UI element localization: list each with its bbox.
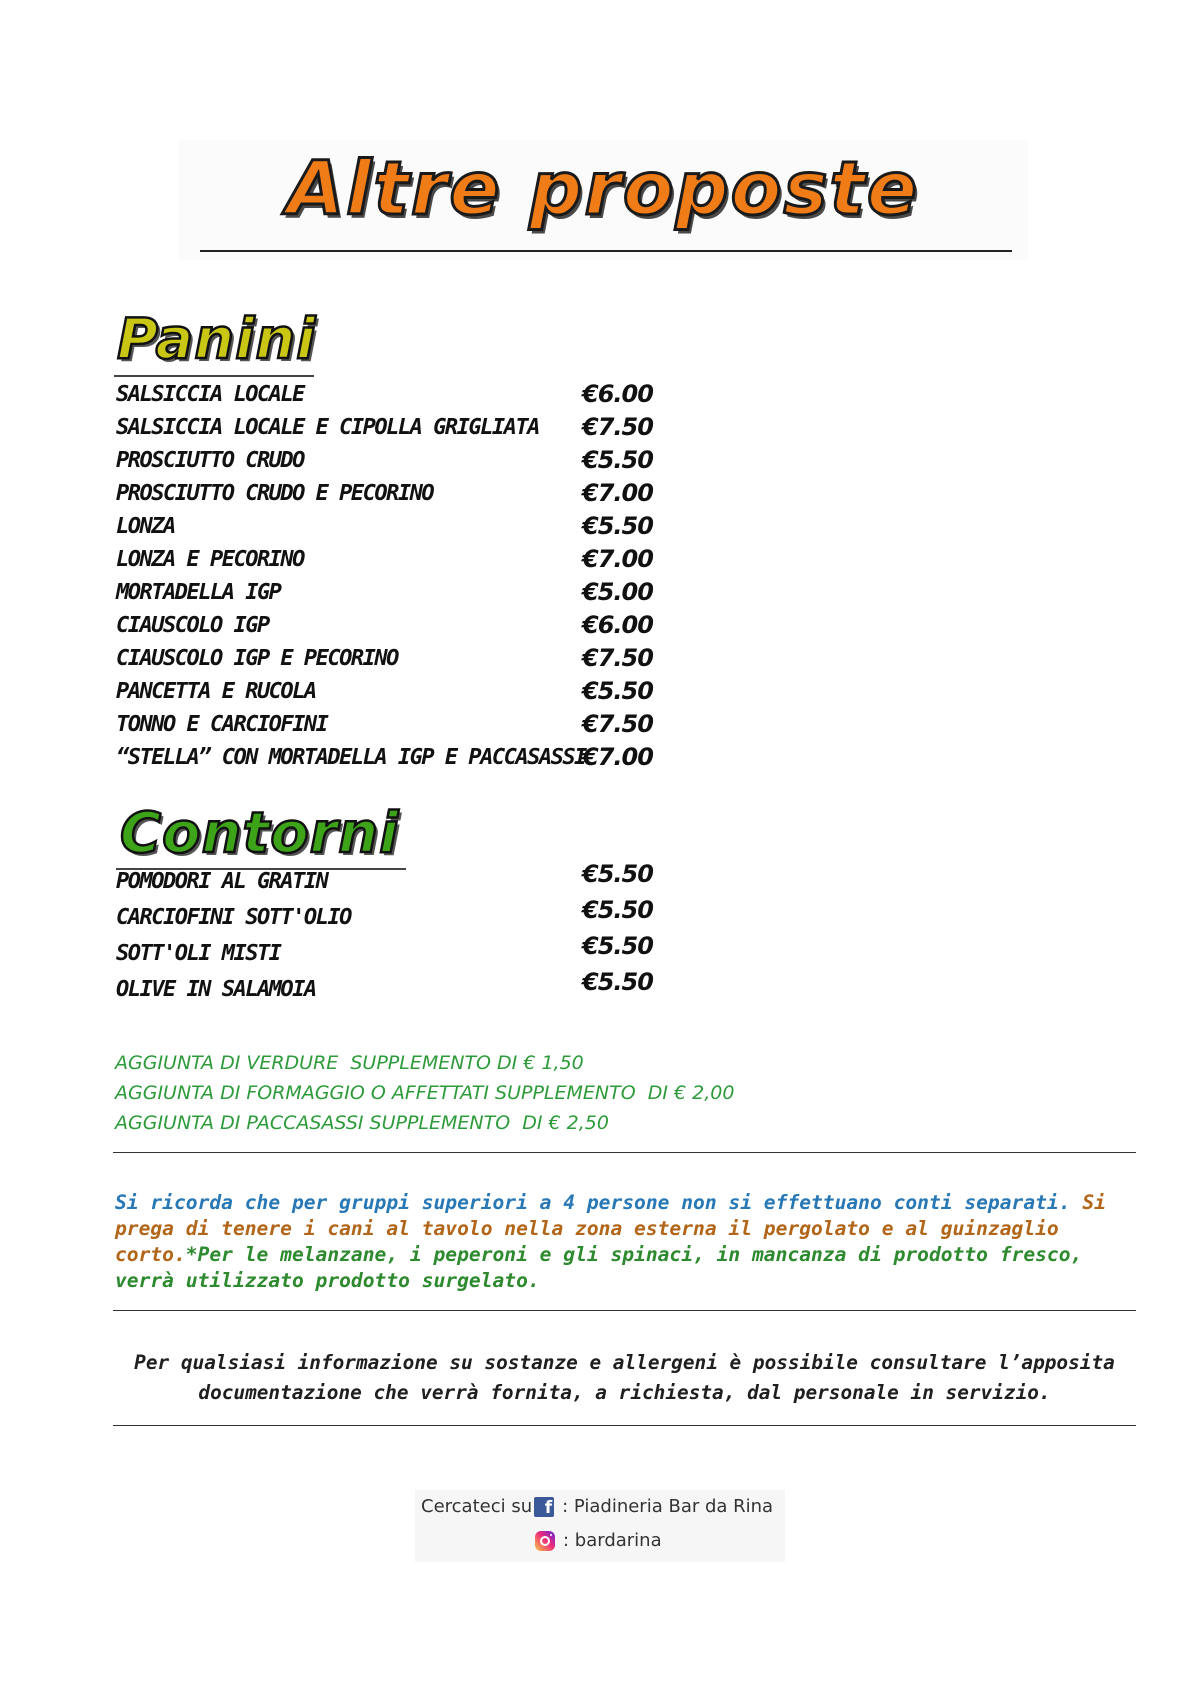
panini-underline xyxy=(114,375,314,377)
menu-item-price: €5.50 xyxy=(582,896,653,924)
menu-item-name: PROSCIUTTO CRUDO E PECORINO xyxy=(116,481,434,506)
menu-item-price: €7.50 xyxy=(582,644,653,672)
allergen-info-line: Per qualsiasi informazione su sostanze e allergeni è possibile consultare l’apposita xyxy=(134,1351,1115,1374)
menu-item xyxy=(116,609,656,642)
menu-item xyxy=(116,968,656,1008)
instagram-handle[interactable]: : bardarina xyxy=(563,1530,662,1551)
instagram-icon[interactable] xyxy=(535,1531,555,1551)
supplement-cheese-cold-cuts: AGGIUNTA DI FORMAGGIO O AFFETTATI SUPPLEMENTO DI € 2,00 xyxy=(115,1082,735,1104)
notes-paragraph xyxy=(115,1190,1115,1294)
menu-item-price: €7.50 xyxy=(582,710,653,738)
note-separate-bills: Si ricorda che per gruppi superiori a 4 persone non si effettuano conti separati. xyxy=(115,1191,1071,1214)
contorni-heading: Contorni xyxy=(120,801,400,866)
menu-item-price: €6.00 xyxy=(582,611,653,639)
menu-item-price: €6.00 xyxy=(582,380,653,408)
menu-item-price: €7.00 xyxy=(582,743,653,771)
menu-item-name: “STELLA” CON MORTADELLA IGP E PACCASASSI xyxy=(116,745,586,770)
menu-item-name: CIAUSCOLO IGP E PECORINO xyxy=(116,646,398,671)
allergen-info xyxy=(113,1348,1136,1408)
menu-item-name: CARCIOFINI SOTT'OLIO xyxy=(116,905,351,930)
menu-item-price: €5.50 xyxy=(582,512,653,540)
menu-item xyxy=(116,576,656,609)
menu-item-name: PANCETTA E RUCOLA xyxy=(116,679,316,704)
menu-item-name: LONZA xyxy=(116,514,175,539)
facebook-icon[interactable]: f xyxy=(534,1497,554,1517)
menu-item xyxy=(116,932,656,972)
menu-item-price: €5.00 xyxy=(582,578,653,606)
facebook-row xyxy=(421,1496,773,1517)
social-footer xyxy=(415,1490,785,1562)
panini-list xyxy=(116,378,656,774)
menu-item-name: SALSICCIA LOCALE E CIPOLLA GRIGLIATA xyxy=(116,415,539,440)
menu-item-price: €7.50 xyxy=(582,413,653,441)
menu-item-name: CIAUSCOLO IGP xyxy=(116,613,269,638)
menu-item-price: €5.50 xyxy=(582,968,653,996)
menu-item-name: SOTT'OLI MISTI xyxy=(116,941,281,966)
menu-item xyxy=(116,896,656,936)
menu-item-name: POMODORI AL GRATIN xyxy=(116,869,328,894)
menu-item xyxy=(116,378,656,411)
menu-item xyxy=(116,510,656,543)
menu-item xyxy=(116,411,656,444)
menu-item xyxy=(116,642,656,675)
menu-item-name: PROSCIUTTO CRUDO xyxy=(116,448,304,473)
title-underline xyxy=(200,250,1012,252)
allergen-info-line: documentazione che verrà fornita, a richiesta, dal personale in servizio. xyxy=(198,1381,1051,1404)
menu-item-name: MORTADELLA IGP xyxy=(116,580,281,605)
menu-item-price: €7.00 xyxy=(582,479,653,507)
menu-item-name: SALSICCIA LOCALE xyxy=(116,382,304,407)
menu-item xyxy=(116,543,656,576)
divider xyxy=(113,1425,1136,1426)
menu-item xyxy=(116,477,656,510)
menu-item-price: €5.50 xyxy=(582,446,653,474)
note-frozen-products: *Per le melanzane, i peperoni e gli spinaci, in mancanza di prodotto fresco, verrà utilizzato prodotto surgelato. xyxy=(115,1243,1083,1292)
divider xyxy=(113,1152,1136,1153)
divider xyxy=(113,1310,1136,1311)
page-title: Altre proposte xyxy=(286,146,920,232)
panini-heading: Panini xyxy=(117,307,317,372)
title-banner xyxy=(178,140,1028,260)
supplement-vegetables: AGGIUNTA DI VERDURE SUPPLEMENTO DI € 1,50 xyxy=(115,1052,584,1074)
menu-item-price: €7.00 xyxy=(582,545,653,573)
menu-item xyxy=(116,675,656,708)
menu-item-price: €5.50 xyxy=(582,932,653,960)
instagram-row xyxy=(535,1530,662,1551)
menu-item-name: LONZA E PECORINO xyxy=(116,547,304,572)
menu-item-name: TONNO E CARCIOFINI xyxy=(116,712,328,737)
menu-item xyxy=(116,444,656,477)
contorni-list xyxy=(116,860,656,1008)
menu-item-price: €5.50 xyxy=(582,860,653,888)
supplement-paccasassi: AGGIUNTA DI PACCASASSI SUPPLEMENTO DI € 2,50 xyxy=(115,1112,609,1134)
social-prefix: Cercateci su xyxy=(421,1496,533,1517)
note-dogs: Si prega di tenere i cani al tavolo nella zona esterna il pergolato e al guinzaglio corto. xyxy=(115,1191,1106,1266)
menu-item-name: OLIVE IN SALAMOIA xyxy=(116,977,316,1002)
menu-item-price: €5.50 xyxy=(582,677,653,705)
menu-item xyxy=(116,708,656,741)
facebook-page-name[interactable]: : Piadineria Bar da Rina xyxy=(562,1496,774,1517)
menu-item xyxy=(116,741,656,774)
menu-item xyxy=(116,860,656,900)
supplements-list xyxy=(115,1048,734,1138)
